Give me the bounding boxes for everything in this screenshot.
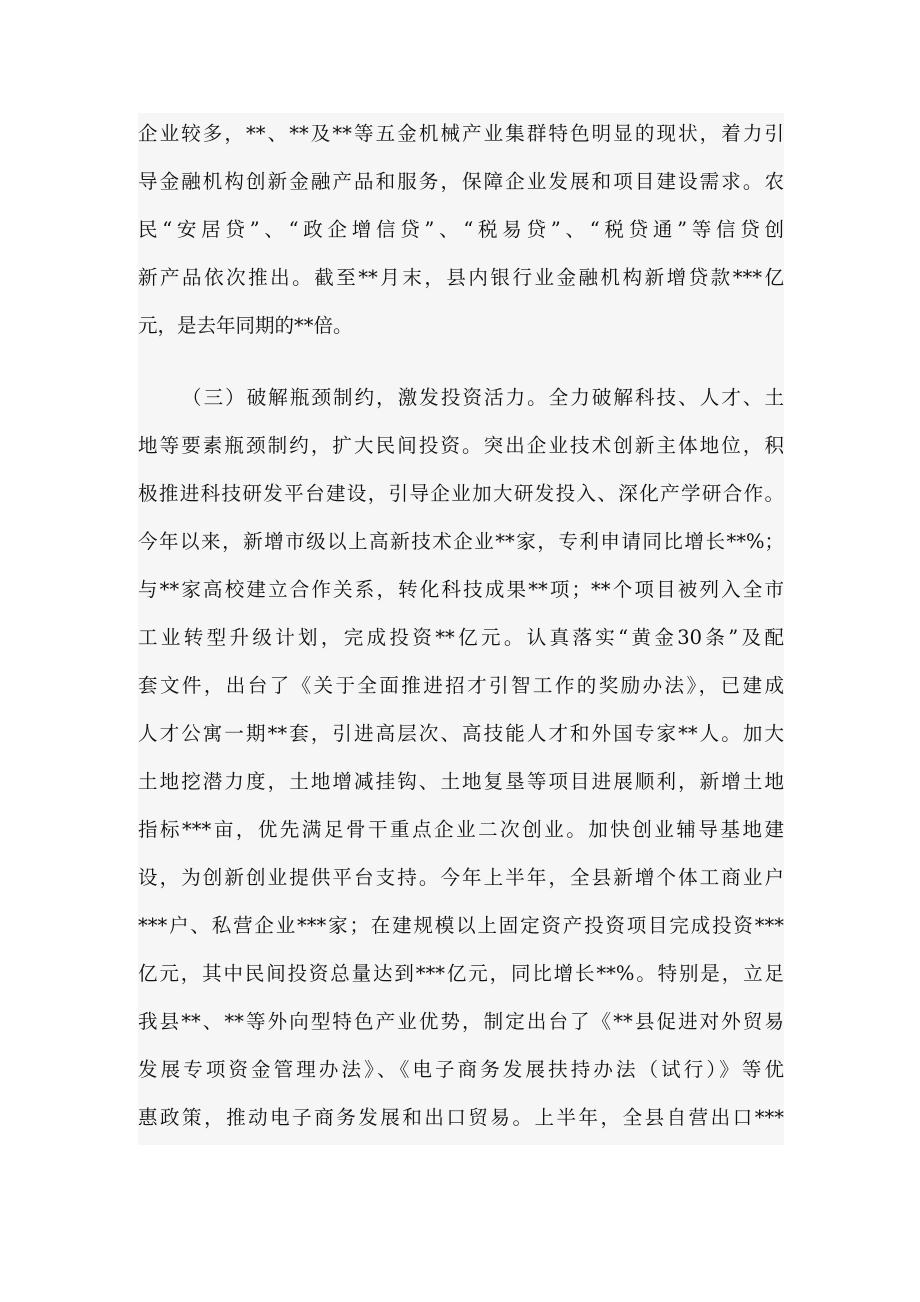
paragraph-line-11: 工业转型升级计划，完成投资**亿元。认真落实“黄金30条”及配 (138, 626, 784, 649)
paragraph-line-20: 发展专项资金管理办法》、《电子商务发展扶持办法（试行）》等优 (138, 1058, 784, 1081)
paragraph-line-5: 元，是去年同期的**倍。 (138, 314, 353, 337)
paragraph-line-12: 套文件，出台了《关于全面推进招才引智工作的奖励办法》，已建成 (138, 674, 784, 697)
paragraph-line-15: 指标***亩，优先满足骨干重点企业二次创业。加快创业辅导基地建 (138, 818, 784, 841)
paragraph-line-21: 惠政策，推动电子商务发展和出口贸易。上半年，全县自营出口*** (138, 1106, 784, 1129)
paragraph-line-19: 我县**、**等外向型特色产业优势，制定出台了《**县促进对外贸易 (138, 1010, 784, 1033)
paragraph-line-2: 导金融机构创新金融产品和服务，保障企业发展和项目建设需求。农 (138, 170, 784, 193)
paragraph-line-14: 土地挖潜力度，土地增减挂钩、土地复垦等项目进展顺利，新增土地 (138, 770, 784, 793)
paragraph-line-16: 设，为创新创业提供平台支持。今年上半年，全县新增个体工商业户 (138, 866, 784, 889)
section-heading-line: （三）破解瓶颈制约，激发投资活力。全力破解科技、人才、土 (182, 386, 784, 409)
paragraph-line-17: ***户、私营企业***家；在建规模以上固定资产投资项目完成投资*** (138, 914, 784, 937)
paragraph-line-1: 企业较多，**、**及**等五金机械产业集群特色明显的现状，着力引 (138, 122, 784, 145)
paragraph-line-4: 新产品依次推出。截至**月末，县内银行业金融机构新增贷款***亿 (138, 266, 784, 289)
paragraph-line-7: 地等要素瓶颈制约，扩大民间投资。突出企业技术创新主体地位，积 (138, 434, 784, 457)
paragraph-line-10: 与**家高校建立合作关系，转化科技成果**项；**个项目被列入全市 (138, 578, 784, 601)
paragraph-line-9: 今年以来，新增市级以上高新技术企业**家，专利申请同比增长**%； (138, 530, 784, 553)
paragraph-line-13: 人才公寓一期**套，引进高层次、高技能人才和外国专家**人。加大 (138, 722, 784, 745)
paragraph-line-18: 亿元，其中民间投资总量达到***亿元，同比增长**%。特别是，立足 (138, 962, 784, 985)
paragraph-line-8: 极推进科技研发平台建设，引导企业加大研发投入、深化产学研合作。 (138, 482, 784, 505)
paragraph-line-3: 民“安居贷”、“政企增信贷”、“税易贷”、“税贷通”等信贷创 (138, 218, 784, 241)
